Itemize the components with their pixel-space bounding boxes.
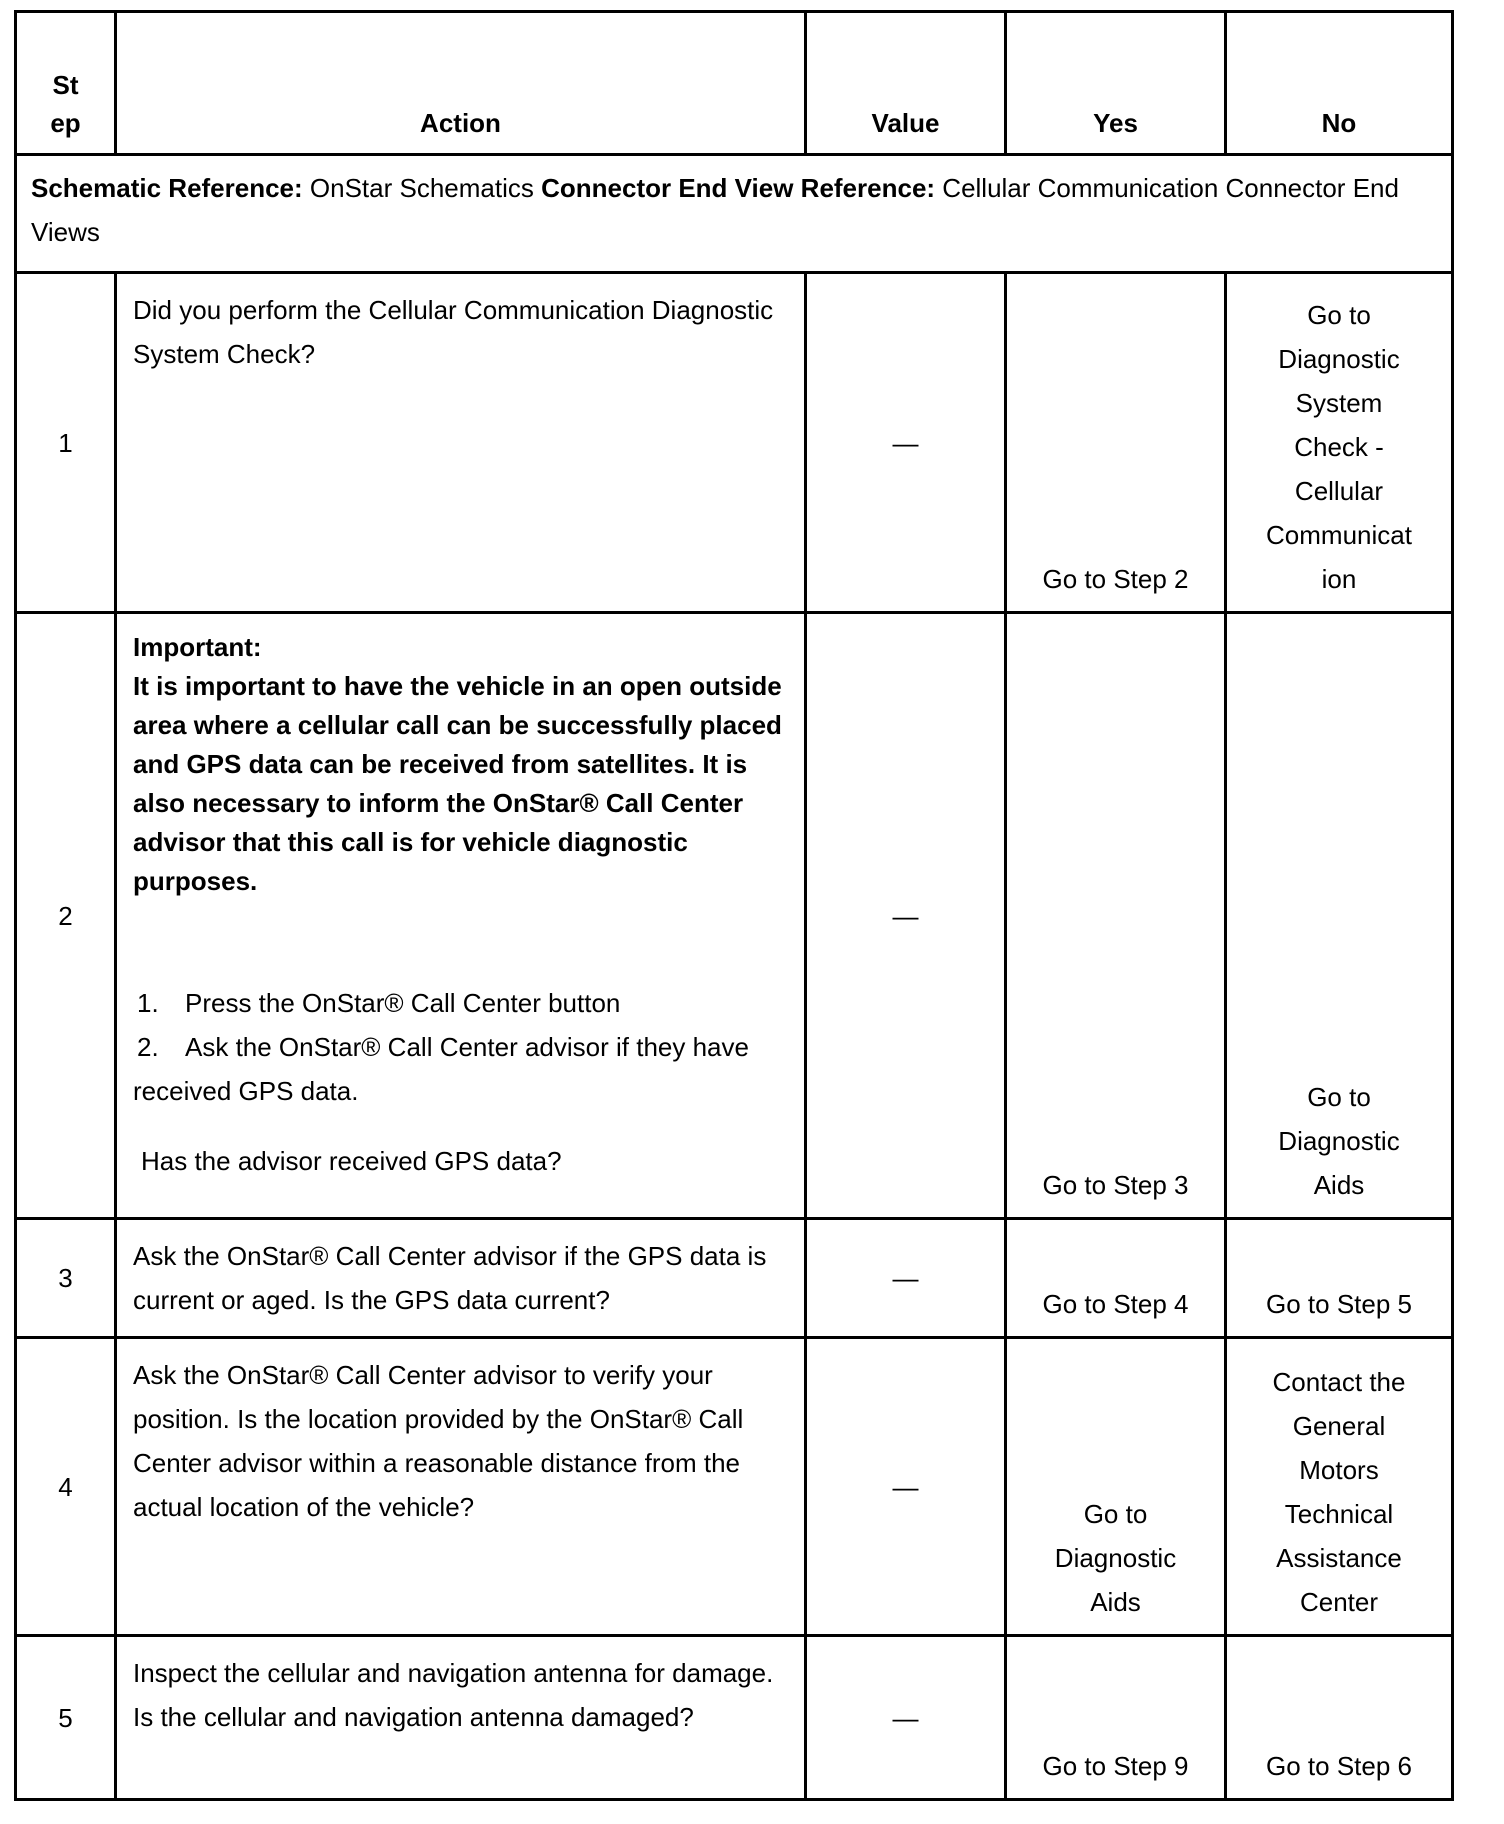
step-number: 3 bbox=[16, 1219, 116, 1338]
yes-link[interactable]: Go to Diagnostic Aids bbox=[1006, 1338, 1226, 1636]
value-cell: — bbox=[806, 1636, 1006, 1800]
no-link[interactable]: Go to Diagnostic System Check - Cellular Communicat ion bbox=[1226, 273, 1453, 613]
reference-row bbox=[16, 155, 1453, 273]
list-item: 1. Press the OnStar® Call Center button bbox=[137, 988, 621, 1018]
reference-cell bbox=[16, 155, 1453, 273]
step-number: 1 bbox=[16, 273, 116, 613]
schematic-reference-link[interactable]: OnStar Schematics bbox=[302, 173, 542, 203]
header-no: No bbox=[1226, 12, 1453, 155]
step-number: 2 bbox=[16, 613, 116, 1219]
value-cell: — bbox=[806, 1338, 1006, 1636]
action-text: Inspect the cellular and navigation antenna for damage. Is the cellular and navigation antenna damaged? bbox=[116, 1636, 806, 1800]
step-number: 5 bbox=[16, 1636, 116, 1800]
table-row bbox=[16, 613, 1453, 1219]
yes-link[interactable]: Go to Step 9 bbox=[1006, 1636, 1226, 1800]
yes-link[interactable]: Go to Step 4 bbox=[1006, 1219, 1226, 1338]
header-yes: Yes bbox=[1006, 12, 1226, 155]
action-text: Ask the OnStar® Call Center advisor to verify your position. Is the location provided by the OnStar® Call Center advisor within a reasonable distance from the actual location of the vehicle? bbox=[116, 1338, 806, 1636]
action-text: Did you perform the Cellular Communication Diagnostic System Check? bbox=[116, 273, 806, 613]
connector-reference-label: Connector End View Reference: bbox=[541, 173, 936, 203]
action-text bbox=[116, 613, 806, 1219]
table-row bbox=[16, 1219, 1453, 1338]
yes-link[interactable]: Go to Step 2 bbox=[1006, 273, 1226, 613]
step-number: 4 bbox=[16, 1338, 116, 1636]
header-step: St ep bbox=[16, 12, 116, 155]
list-item: 2. Ask the OnStar® Call Center advisor if they have received GPS data. bbox=[133, 1032, 749, 1106]
header-value: Value bbox=[806, 12, 1006, 155]
step-list bbox=[133, 981, 788, 1113]
value-cell: — bbox=[806, 613, 1006, 1219]
value-cell: — bbox=[806, 1219, 1006, 1338]
no-link[interactable]: Go to Diagnostic Aids bbox=[1226, 613, 1453, 1219]
header-row bbox=[16, 12, 1453, 155]
table-row bbox=[16, 1636, 1453, 1800]
table-row bbox=[16, 1338, 1453, 1636]
header-action: Action bbox=[116, 12, 806, 155]
question-text: Has the advisor received GPS data? bbox=[141, 1146, 562, 1176]
important-text: It is important to have the vehicle in an open outside area where a cellular call can be successfully placed and GPS data can be received from satellites. It is also necessary to inform the OnStar® Call Center advisor that this call is for vehicle diagnostic purposes. bbox=[133, 671, 782, 896]
yes-link[interactable]: Go to Step 3 bbox=[1006, 613, 1226, 1219]
diagnostic-table bbox=[14, 10, 1454, 1801]
no-link[interactable]: Go to Step 5 bbox=[1226, 1219, 1453, 1338]
important-label: Important: bbox=[133, 632, 262, 662]
no-link[interactable]: Contact the General Motors Technical Assistance Center bbox=[1226, 1338, 1453, 1636]
table-row bbox=[16, 273, 1453, 613]
value-cell: — bbox=[806, 273, 1006, 613]
connector-reference-link[interactable]: Cellular Communication Connector End Views bbox=[31, 173, 1399, 247]
schematic-reference-label: Schematic Reference: bbox=[31, 173, 303, 203]
action-text: Ask the OnStar® Call Center advisor if the GPS data is current or aged. Is the GPS data current? bbox=[116, 1219, 806, 1338]
no-link[interactable]: Go to Step 6 bbox=[1226, 1636, 1453, 1800]
